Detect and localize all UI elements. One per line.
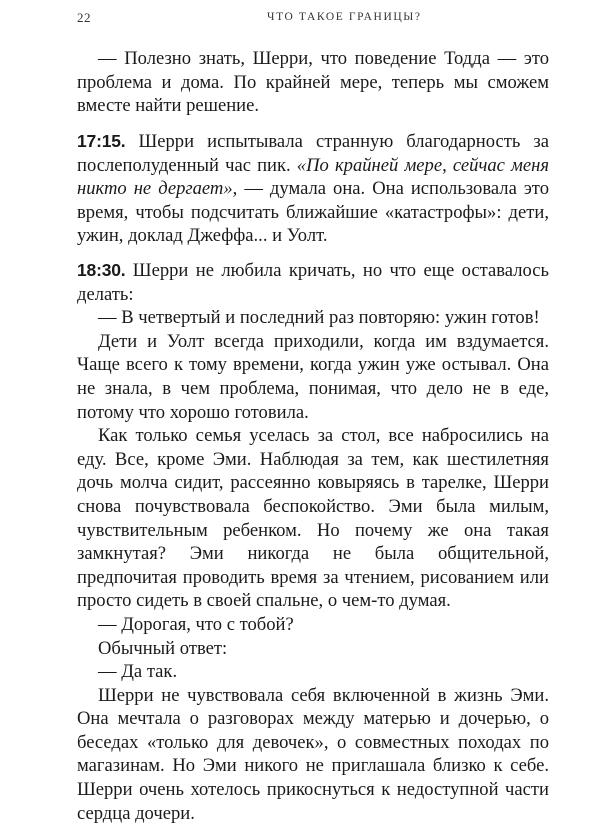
paragraph: — Полезно знать, Шерри, что поведение Тодда — это проблема и дома. По крайней мере, теперь мы сможем вместе найти решение. (77, 48, 549, 117)
paragraph: — В четвертый и последний раз повторяю: ужин готов! (98, 307, 540, 329)
time-stamp: 18:30. (77, 260, 126, 280)
paragraph: Как только семья уселась за стол, все набросились на еду. Все, кроме Эми. Наблюдая за тем, как шестилетняя дочь молча сидит, рассеянно ковыряясь в тарелке, Шерри снова почувствовала беспокойство. Эми была милым, чувствительным ребенком. Но почему же она такая замкнутая? Эми никогда не была общительной, предпочитая проводить время за чтением, рисованием или просто сидеть в своей спальне, о чем-то думая. (77, 425, 549, 612)
paragraph-text: , — думала она. Она использовала это время, чтобы подсчитать ближайшие «катастрофы»: дети, ужин, доклад Джеффа... и Уолт. (77, 178, 549, 247)
italic-quote: «По крайней мере, сейчас меня никто не дергает» (77, 154, 549, 200)
running-head (77, 10, 540, 26)
paragraph: Дети и Уолт всегда приходили, когда им вздумается. Чаще всего к тому времени, когда ужин уже остывал. Она не знала, в чем проблема, понимая, что дело не в еде, потому что хорошо готовила. (77, 330, 549, 423)
paragraph: Обычный ответ: (98, 637, 228, 659)
page-number: 22 (77, 10, 91, 25)
paragraph-text: Шерри не любила кричать, но что еще оставалось делать: (77, 260, 549, 305)
paragraph (77, 259, 549, 306)
paragraph: — Да так. (98, 661, 178, 683)
section-dialogue (77, 47, 549, 118)
paragraph: — Дорогая, что с тобой? (98, 613, 294, 635)
paragraph: Шерри не чувствовала себя включенной в жизнь Эми. Она мечтала о разговорах между матерью и дочерью, о беседах «только для девочек», о совместных походах по магазинам. Но Эми никого не приглашала близко к себе. Шерри очень хотелось прикоснуться к недоступной части сердца дочери. (77, 684, 549, 824)
paragraph-text: Шерри испытывала странную благодарность за послеполуденный час пик. (77, 131, 549, 176)
time-stamp: 17:15. (77, 131, 126, 151)
section-1715 (77, 130, 549, 248)
chapter-title: ЧТО ТАКОЕ ГРАНИЦЫ? (267, 11, 422, 23)
section-1830 (77, 259, 549, 825)
paragraph (77, 130, 549, 248)
